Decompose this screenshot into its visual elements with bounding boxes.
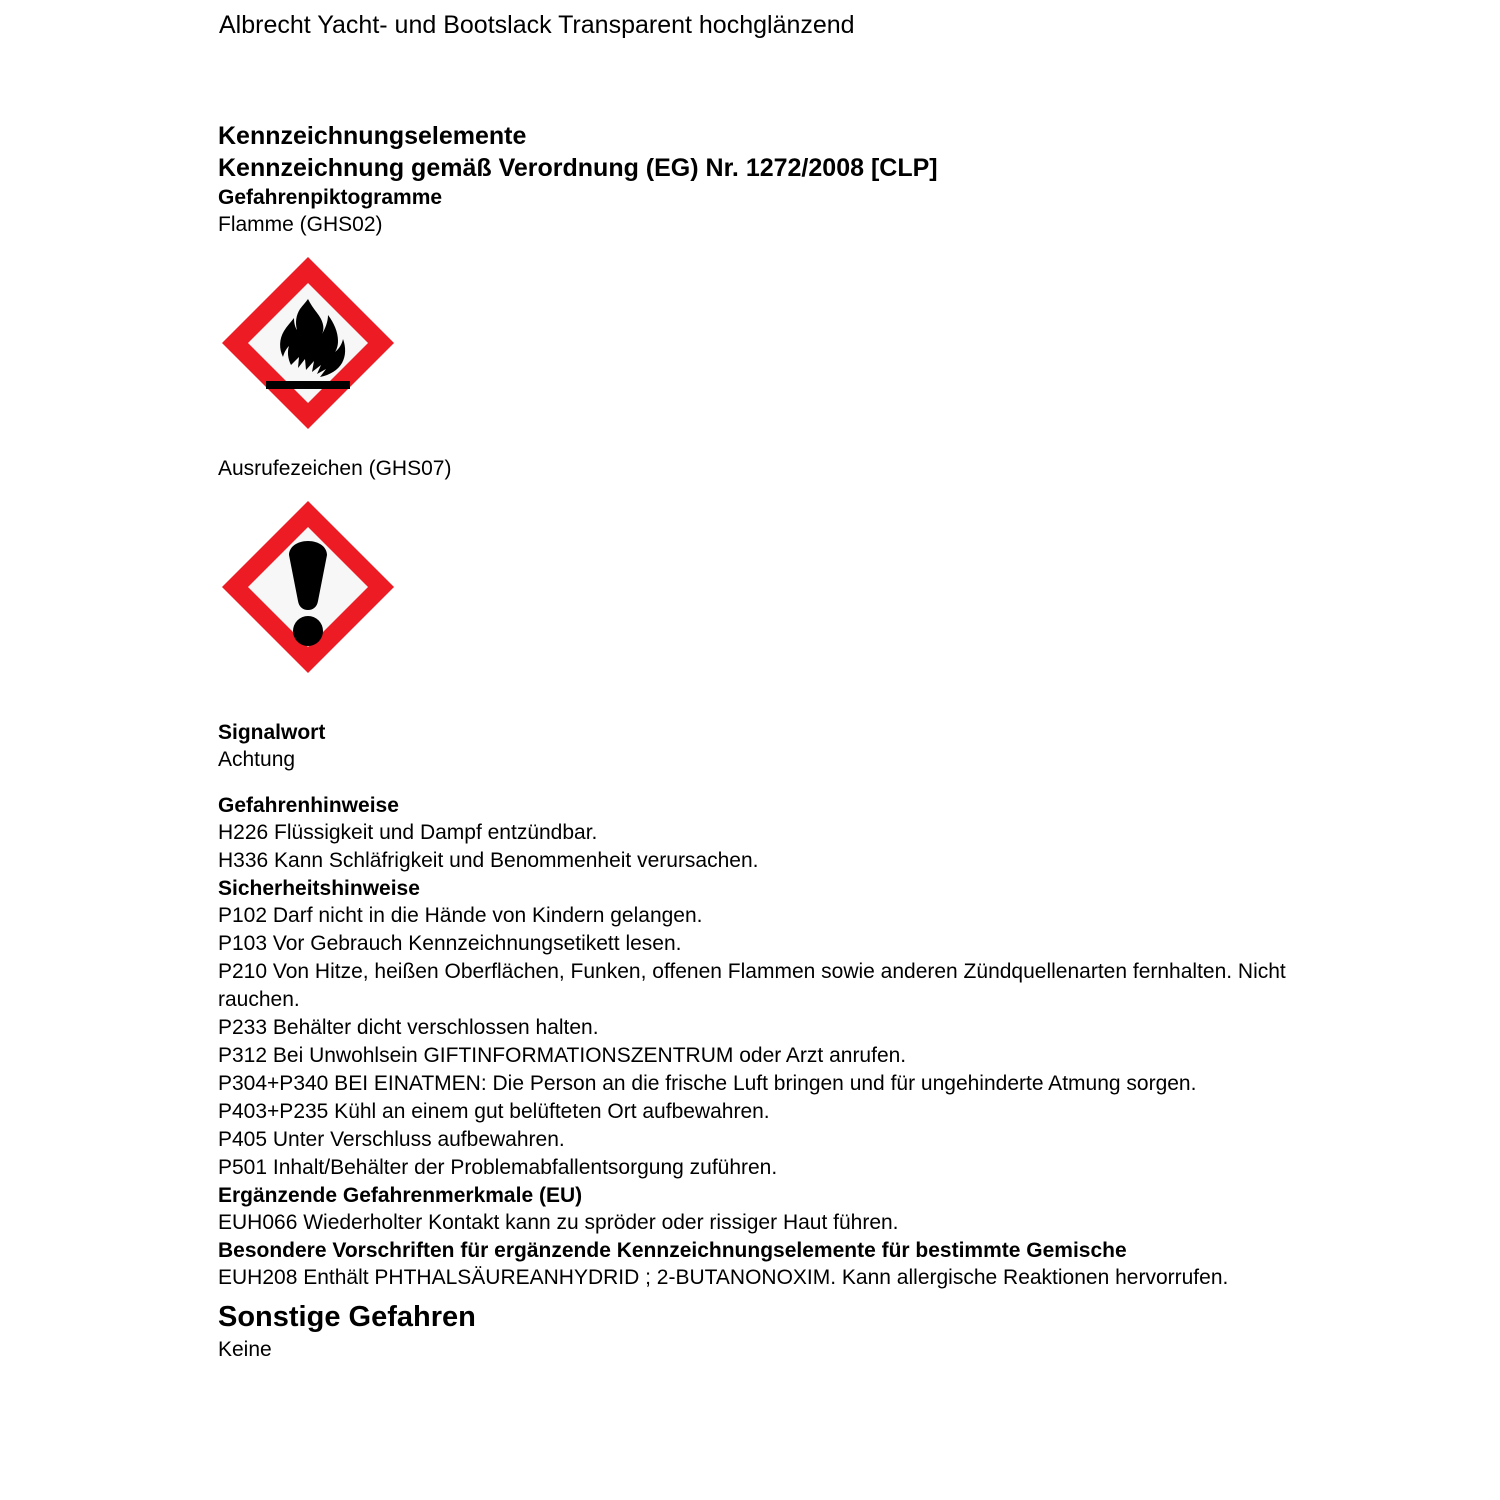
labelling-elements-section xyxy=(218,120,1298,1364)
hazard-statement-item: H336 Kann Schläfrigkeit und Benommenheit verursachen. xyxy=(218,849,759,872)
precautionary-statement-item: P103 Vor Gebrauch Kennzeichnungsetikett lesen. xyxy=(218,932,682,955)
supplemental-eu-statement-item: EUH066 Wiederholter Kontakt kann zu spröder oder rissiger Haut führen. xyxy=(218,1211,899,1234)
ghs07-exclamation-pictogram xyxy=(218,497,398,677)
precautionary-statement-item: P312 Bei Unwohlsein GIFTINFORMATIONSZENTRUM oder Arzt anrufen. xyxy=(218,1044,907,1067)
subheading-besondere-vorschriften: Besondere Vorschriften für ergänzende Kennzeichnungselemente für bestimmte Gemische xyxy=(218,1239,1127,1262)
pictogram-caption-ghs07: Ausrufezeichen (GHS07) xyxy=(218,457,452,480)
subheading-gefahrenhinweise: Gefahrenhinweise xyxy=(218,794,399,817)
section-heading-kennzeichnungselemente: Kennzeichnungselemente xyxy=(218,122,527,150)
signal-word-value: Achtung xyxy=(218,748,296,771)
subheading-gefahrenpiktogramme: Gefahrenpiktogramme xyxy=(218,186,443,209)
precautionary-statement-item: P403+P235 Kühl an einem gut belüfteten Ort aufbewahren. xyxy=(218,1100,770,1123)
section-heading-clp-regulation: Kennzeichnung gemäß Verordnung (EG) Nr. 1272/2008 [CLP] xyxy=(218,154,938,182)
precautionary-statement-item: P405 Unter Verschluss aufbewahren. xyxy=(218,1128,565,1151)
special-rules-statement-item: EUH208 Enthält PHTHALSÄUREANHYDRID ; 2-BUTANONOXIM. Kann allergische Reaktionen hervorrufen. xyxy=(218,1266,1229,1289)
other-hazards-value: Keine xyxy=(218,1338,272,1361)
precautionary-statement-item: P501 Inhalt/Behälter der Problemabfallentsorgung zuführen. xyxy=(218,1156,778,1179)
document-header-title: Albrecht Yacht- und Bootslack Transparent hochglänzend xyxy=(219,11,855,39)
pictogram-caption-ghs02: Flamme (GHS02) xyxy=(218,213,383,236)
subheading-ergaenzende-gefahrenmerkmale: Ergänzende Gefahrenmerkmale (EU) xyxy=(218,1184,583,1207)
section-heading-sonstige-gefahren: Sonstige Gefahren xyxy=(218,1301,476,1333)
hazard-statement-item: H226 Flüssigkeit und Dampf entzündbar. xyxy=(218,821,598,844)
precautionary-statement-item: P102 Darf nicht in die Hände von Kindern gelangen. xyxy=(218,904,703,927)
precautionary-statement-item: P233 Behälter dicht verschlossen halten. xyxy=(218,1016,599,1039)
ghs02-flame-pictogram xyxy=(218,253,398,433)
subheading-signalwort: Signalwort xyxy=(218,721,326,744)
precautionary-statement-item: P210 Von Hitze, heißen Oberflächen, Funken, offenen Flammen sowie anderen Zündquellenarten fernhalten. Nicht rauchen. xyxy=(218,960,1286,1011)
precautionary-statement-item: P304+P340 BEI EINATMEN: Die Person an die frische Luft bringen und für ungehinderte Atmung sorgen. xyxy=(218,1072,1197,1095)
subheading-sicherheitshinweise: Sicherheitshinweise xyxy=(218,877,420,900)
